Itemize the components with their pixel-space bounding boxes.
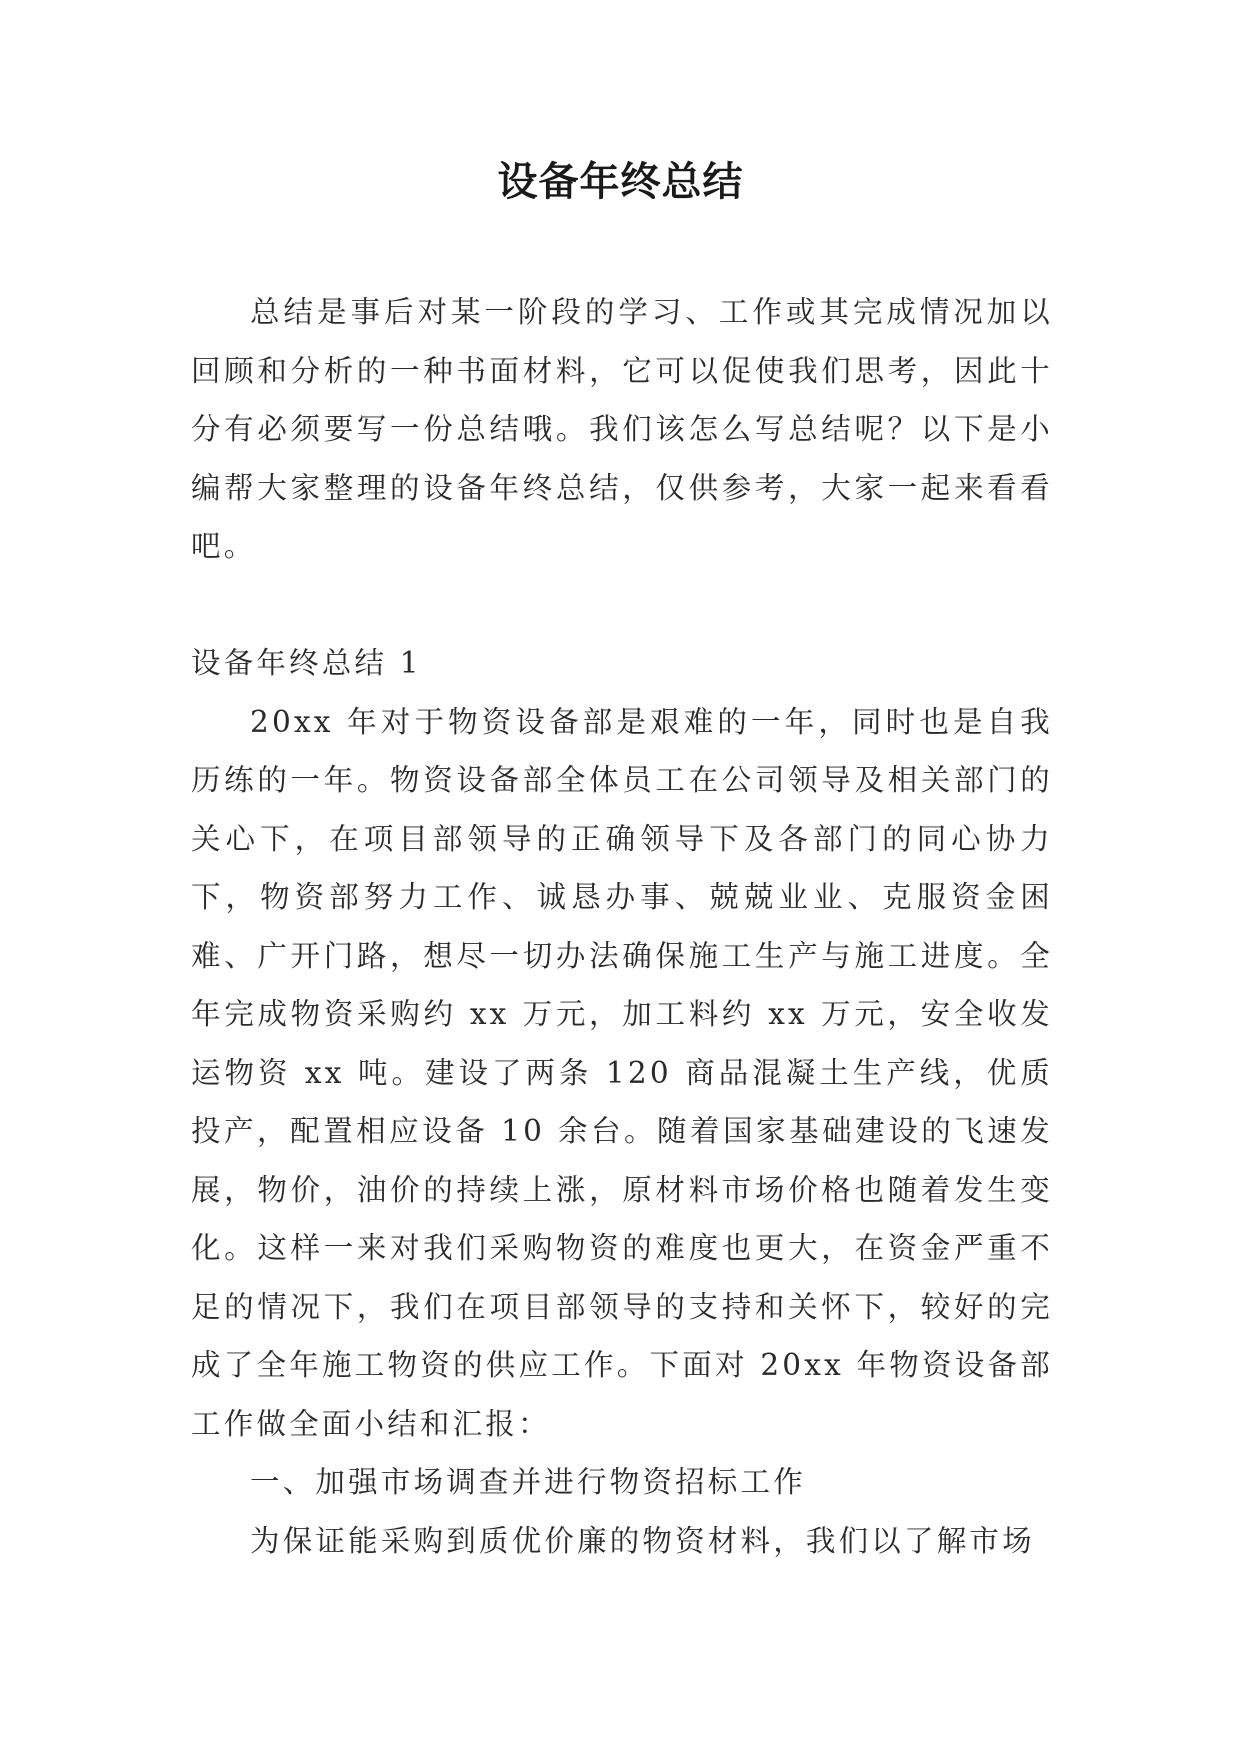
body-paragraph: 20xx 年对于物资设备部是艰难的一年，同时也是自我历练的一年。物资设备部全体员工在公司领导及相关部门的关心下，在项目部领导的正确领导下及各部门的同心协力下，物资部努力工作、诚恳办事、兢兢业业、克服资金困难、广开门路，想尽一切办法确保施工生产与施工进度。全年完成物资采购约 xx 万元，加工料约 xx 万元，安全收发运物资 xx 吨。建设了两条 120 商品混凝土生产线，优质投产，配置相应设备 10 余台。随着国家基础建设的飞速发展，物价，油价的持续上涨，原材料市场价格也随着发生变化。这样一来对我们采购物资的难度也更大，在资金严重不足的情况下，我们在项目部领导的支持和关怀下，较好的完成了全年施工物资的供应工作。下面对 20xx 年物资设备部工作做全面小结和汇报： [191, 704, 1053, 1441]
document-body [191, 283, 1053, 1570]
section-heading: 设备年终总结 1 [191, 646, 422, 680]
intro-paragraph: 总结是事后对某一阶段的学习、工作或其完成情况加以回顾和分析的一种书面材料，它可以促使我们思考，因此十分有必须要写一份总结哦。我们该怎么写总结呢？以下是小编帮大家整理的设备年终总结，仅供参考，大家一起来看看吧。 [191, 295, 1053, 563]
document-title: 设备年终总结 [497, 158, 744, 205]
subheading: 一、加强市场调查并进行物资招标工作 [250, 1465, 806, 1499]
blank-line [191, 576, 1053, 635]
body-paragraph-continued: 为保证能采购到质优价廉的物资材料，我们以了解市场 [250, 1523, 1035, 1558]
